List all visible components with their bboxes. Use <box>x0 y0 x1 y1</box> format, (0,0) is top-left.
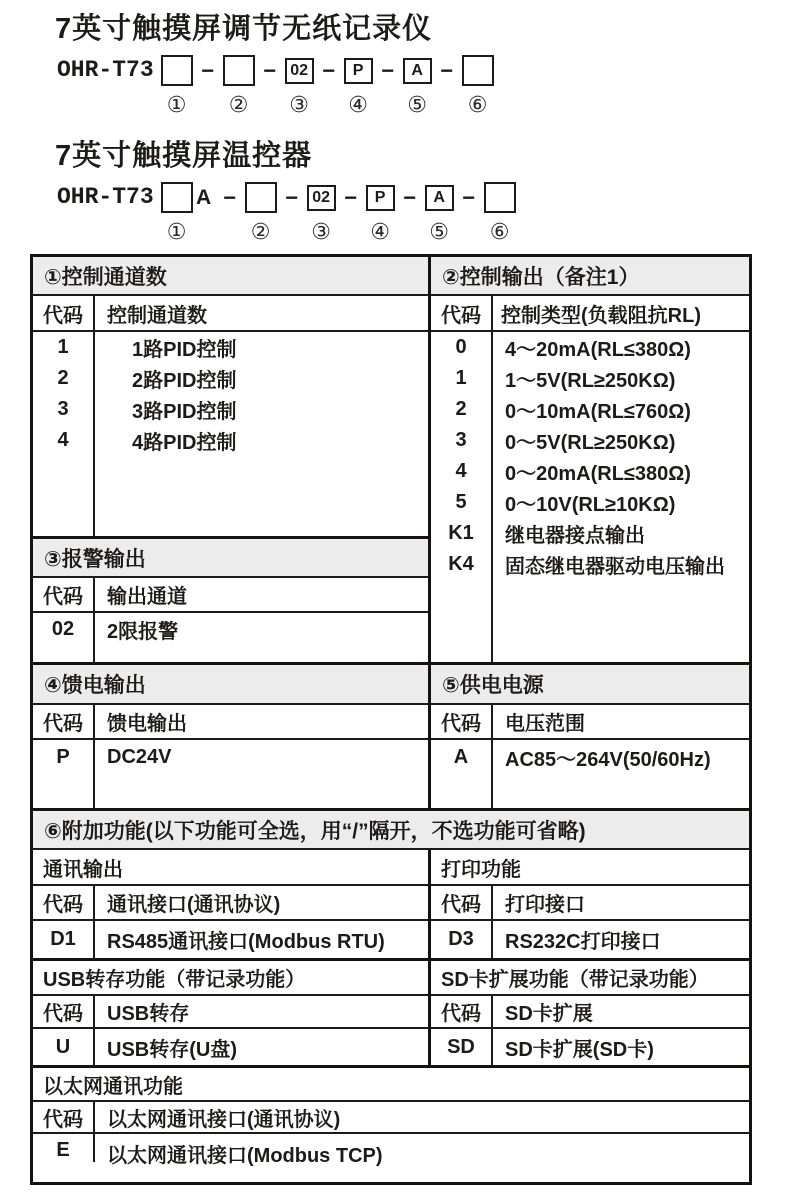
desc-cell: 4～20mA(RL≤380Ω) <box>505 339 691 361</box>
model-code-line-controller <box>57 182 790 244</box>
desc-header: 控制类型(负载阻抗RL) <box>501 304 701 327</box>
code-box-2 <box>223 55 255 86</box>
sd-header-row <box>431 996 749 1029</box>
code-cell: 0 <box>431 332 493 363</box>
code-header: 代码 <box>33 886 95 919</box>
desc-header: USB转存 <box>107 1003 190 1025</box>
code-label-6: ⑥ <box>489 219 510 244</box>
desc-cell: DC24V <box>107 745 172 768</box>
print-title: 打印功能 <box>431 850 749 886</box>
dash-separator: − <box>403 185 417 210</box>
section-1-header-row <box>33 296 428 332</box>
model-prefix: OHR-T73 <box>57 184 154 210</box>
section-2-header-row <box>431 296 749 332</box>
table-row <box>33 613 428 646</box>
code-box-5: A <box>403 58 432 84</box>
code-label-5: ⑤ <box>429 219 449 244</box>
table-row <box>431 740 749 774</box>
code-slot-2 <box>223 55 255 117</box>
code-label-4: ④ <box>370 219 390 244</box>
model-code-line-recorder <box>57 55 790 117</box>
code-slot-4 <box>344 55 373 117</box>
model-prefix: OHR-T73 <box>57 57 154 83</box>
desc-cell: 0～20mA(RL≤380Ω) <box>505 463 691 485</box>
section-1-title: ①控制通道数 <box>33 257 428 296</box>
ethernet-title: 以太网通讯功能 <box>33 1068 749 1102</box>
desc-header: 输出通道 <box>107 586 187 608</box>
table-row <box>431 921 749 958</box>
code-header: 代码 <box>33 996 95 1027</box>
code-header: 代码 <box>431 886 493 919</box>
filler-row <box>33 456 428 536</box>
section-5-header-row <box>431 705 749 740</box>
table-row <box>33 425 428 456</box>
desc-header: 通讯接口(通讯协议) <box>107 894 281 916</box>
code-cell: 2 <box>431 394 493 425</box>
code-slot-5 <box>403 55 432 117</box>
desc-header: 以太网通讯接口(通讯协议) <box>107 1108 341 1131</box>
code-label-5: ⑤ <box>407 92 427 117</box>
block-power <box>33 662 749 808</box>
desc-header: 电压范围 <box>505 713 585 735</box>
code-slot-2 <box>245 182 277 244</box>
table-row <box>431 518 749 549</box>
usb-header-row <box>33 996 428 1029</box>
desc-header: SD卡扩展 <box>505 1003 593 1025</box>
desc-header: 馈电输出 <box>107 713 187 735</box>
block-channels-outputs <box>33 257 749 662</box>
subsection-comm <box>33 850 431 958</box>
dash-separator: − <box>344 185 358 210</box>
code-slot-4 <box>366 182 395 244</box>
filler-row <box>431 580 749 662</box>
subsection-ethernet <box>33 1065 749 1182</box>
section-2-title: ②控制输出（备注1） <box>431 257 749 296</box>
desc-cell: AC85～264V(50/60Hz) <box>505 748 711 771</box>
desc-cell: RS485通讯接口(Modbus RTU) <box>107 931 385 953</box>
table-row <box>431 363 749 394</box>
desc-header: 控制通道数 <box>107 304 207 327</box>
comm-title: 通讯输出 <box>33 850 428 886</box>
product-title-recorder: 7英寸触摸屏调节无纸记录仪 <box>55 13 433 45</box>
code-header: 代码 <box>33 705 95 738</box>
code-slot-1 <box>161 55 193 117</box>
code-cell: 4 <box>431 456 493 487</box>
code-cell: D1 <box>33 921 95 958</box>
section-3-header-row <box>33 578 428 613</box>
code-box-4: P <box>344 58 373 84</box>
code-header: 代码 <box>431 996 493 1027</box>
desc-header: 打印接口 <box>505 894 585 916</box>
subsection-sd <box>431 961 749 1065</box>
print-header-row <box>431 886 749 921</box>
code-label-3: ③ <box>289 92 309 117</box>
desc-cell: 以太网通讯接口(Modbus TCP) <box>107 1145 383 1167</box>
code-cell: 1 <box>33 332 95 363</box>
code-box-5: A <box>425 185 454 211</box>
ordering-code-table <box>30 254 752 1185</box>
code-cell: K4 <box>431 549 493 580</box>
code-cell: 1 <box>431 363 493 394</box>
table-row <box>431 487 749 518</box>
desc-cell: 3路PID控制 <box>132 401 237 423</box>
section-6-title: ⑥附加功能(以下功能可全选，用“/”隔开，不选功能可省略) <box>33 808 749 850</box>
code-box-4: P <box>366 185 395 211</box>
block-usb-sd <box>33 958 749 1065</box>
code-header: 代码 <box>431 705 493 738</box>
filler-row <box>33 774 428 808</box>
dash-separator: − <box>440 58 454 83</box>
desc-cell: 1～5V(RL≥250KΩ) <box>505 370 676 392</box>
section-4-title: ④馈电输出 <box>33 665 428 705</box>
code-cell: K1 <box>431 518 493 549</box>
section-1-and-3 <box>33 257 431 662</box>
code-box-3: 02 <box>285 58 314 84</box>
desc-cell: 0～10mA(RL≤760Ω) <box>505 401 691 423</box>
filler-row <box>33 646 428 662</box>
section-4-header-row <box>33 705 428 740</box>
table-row <box>33 921 428 958</box>
code-cell: 3 <box>33 394 95 425</box>
code-header: 代码 <box>33 578 95 611</box>
code-cell: 5 <box>431 487 493 518</box>
table-row <box>33 740 428 774</box>
table-row <box>431 549 749 580</box>
code-cell: 02 <box>33 613 95 646</box>
table-row <box>33 363 428 394</box>
table-row <box>431 332 749 363</box>
code-slot-6 <box>484 182 516 244</box>
table-row <box>431 425 749 456</box>
section-2 <box>431 257 749 662</box>
code-label-1: ① <box>166 92 187 117</box>
code-cell: P <box>33 740 95 774</box>
code-cell: 3 <box>431 425 493 456</box>
code-label-2: ② <box>250 219 271 244</box>
code-box-1 <box>161 182 193 213</box>
code-slot-6 <box>462 55 494 117</box>
code-header: 代码 <box>33 1102 95 1132</box>
dash-separator: − <box>322 58 336 83</box>
code-label-4: ④ <box>348 92 368 117</box>
filler-row <box>431 774 749 808</box>
code-cell: 4 <box>33 425 95 456</box>
table-row <box>33 1134 749 1182</box>
dash-separator: − <box>223 185 237 210</box>
desc-cell: 2路PID控制 <box>132 370 237 392</box>
section-5-title: ⑤供电电源 <box>431 665 749 705</box>
desc-cell: 继电器接点输出 <box>505 525 645 547</box>
table-row <box>33 332 428 363</box>
subsection-print <box>431 850 749 958</box>
product-title-controller: 7英寸触摸屏温控器 <box>55 140 313 172</box>
code-cell: SD <box>431 1029 493 1065</box>
dash-separator: − <box>201 58 215 83</box>
code-box-3: 02 <box>307 185 336 211</box>
desc-cell: SD卡扩展(SD卡) <box>505 1038 654 1061</box>
code-box-6 <box>462 55 494 86</box>
section-5 <box>431 665 749 808</box>
dash-separator: − <box>285 185 299 210</box>
code-label-3: ③ <box>311 219 331 244</box>
code-slot-3 <box>307 182 336 244</box>
desc-cell: 2限报警 <box>107 621 179 643</box>
code-cell: U <box>33 1029 95 1065</box>
dash-separator: − <box>263 58 277 83</box>
code-header: 代码 <box>33 296 95 330</box>
desc-cell: RS232C打印接口 <box>505 931 661 953</box>
table-row <box>33 394 428 425</box>
code-slot-3 <box>285 55 314 117</box>
desc-cell: 1路PID控制 <box>132 339 237 361</box>
code-label-2: ② <box>228 92 249 117</box>
comm-header-row <box>33 886 428 921</box>
code-slot-1 <box>161 182 193 244</box>
ethernet-header-row <box>33 1102 749 1134</box>
code-label-1: ① <box>166 219 187 244</box>
code-cell: 2 <box>33 363 95 394</box>
table-row <box>431 1029 749 1065</box>
code-slot-5 <box>425 182 454 244</box>
code-label-6: ⑥ <box>467 92 488 117</box>
table-row <box>33 1029 428 1065</box>
desc-cell: 固态继电器驱动电压输出 <box>505 556 725 578</box>
section-3-title: ③报警输出 <box>33 536 428 578</box>
dash-separator: − <box>462 185 476 210</box>
section-4 <box>33 665 431 808</box>
code-box-2 <box>245 182 277 213</box>
subsection-usb <box>33 961 431 1065</box>
code-cell: A <box>431 740 493 774</box>
desc-cell: USB转存(U盘) <box>107 1038 237 1061</box>
code-header: 代码 <box>431 296 493 330</box>
usb-title: USB转存功能（带记录功能） <box>33 961 428 996</box>
desc-cell: 4路PID控制 <box>132 432 237 454</box>
block-comm-print <box>33 850 749 958</box>
table-row <box>431 456 749 487</box>
sd-title: SD卡扩展功能（带记录功能） <box>431 961 749 996</box>
dash-separator: − <box>381 58 395 83</box>
table-row <box>431 394 749 425</box>
code-box-6 <box>484 182 516 213</box>
fixed-code-letter: A <box>196 186 212 209</box>
code-box-1 <box>161 55 193 86</box>
code-cell: E <box>33 1134 95 1162</box>
desc-cell: 0～10V(RL≥10KΩ) <box>505 494 676 516</box>
code-cell: D3 <box>431 921 493 958</box>
desc-cell: 0～5V(RL≥250KΩ) <box>505 432 676 454</box>
